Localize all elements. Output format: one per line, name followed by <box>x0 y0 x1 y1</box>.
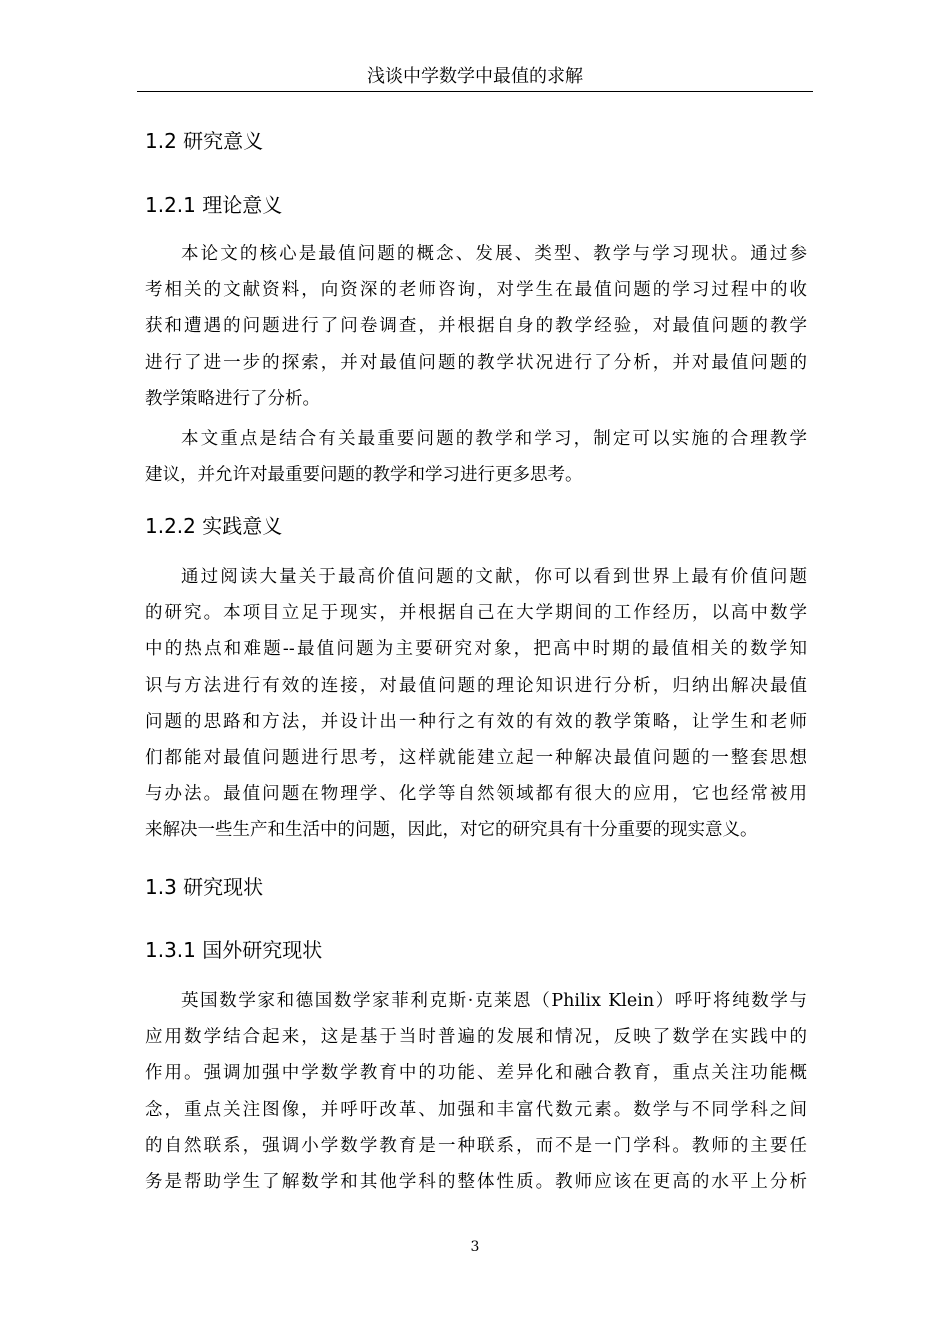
section-heading-1-3: 1.3 研究现状 <box>145 875 264 899</box>
paragraph-theory-1 <box>145 236 807 417</box>
paragraph-line: 作用。强调加强中学数学教育中的功能、差异化和融合教育，重点关注功能概 <box>145 1063 807 1084</box>
paragraph-line: 通过阅读大量关于最高价值问题的文献，你可以看到世界上最有价值问题 <box>181 567 807 587</box>
paragraph-line: 英国数学家和德国数学家菲利克斯·克莱恩（Philix Klein）呼吁将纯数学与 <box>181 991 807 1011</box>
header-title: 浅谈中学数学中最值的求解 <box>367 66 583 87</box>
paragraph-line: 来解决一些生产和生活中的问题，因此，对它的研究具有十分重要的现实意义。 <box>145 820 758 841</box>
paragraph-line: 识与方法进行有效的连接，对最值问题的理论知识进行分析，归纳出解决最值 <box>145 675 807 696</box>
paragraph-line: 考相关的文献资料，向资深的老师咨询，对学生在最值问题的学习过程中的收 <box>145 280 807 301</box>
paragraph-line: 建议，并允许对最重要问题的教学和学习进行更多思考。 <box>145 465 583 486</box>
paragraph-line: 获和遭遇的问题进行了问卷调查，并根据自身的教学经验，对最值问题的教学 <box>145 316 807 337</box>
paragraph-line: 念，重点关注图像，并呼吁改革、加强和丰富代数元素。数学与不同学科之间 <box>145 1099 807 1120</box>
section-heading-1-2-1: 1.2.1 理论意义 <box>145 193 283 217</box>
section-heading-1-2-2: 1.2.2 实践意义 <box>145 514 283 538</box>
paragraph-line: 的自然联系，强调小学数学教育是一种联系，而不是一门学科。教师的主要任 <box>145 1135 807 1156</box>
paragraph-line: 的研究。本项目立足于现实，并根据自己在大学期间的工作经历，以高中数学 <box>145 603 807 624</box>
paragraph-line: 本文重点是结合有关最重要问题的教学和学习，制定可以实施的合理教学 <box>181 429 807 449</box>
page-number: 3 <box>470 1239 480 1255</box>
paragraph-line: 应用数学结合起来，这是基于当时普遍的发展和情况，反映了数学在实践中的 <box>145 1027 807 1048</box>
paragraph-line: 们都能对最值问题进行思考，这样就能建立起一种解决最值问题的一整套思想 <box>145 747 807 768</box>
paragraph-foreign-research <box>145 983 807 1200</box>
paragraph-line: 中的热点和难题--最值问题为主要研究对象，把高中时期的最值相关的数学知 <box>145 639 807 660</box>
section-heading-1-3-1: 1.3.1 国外研究现状 <box>145 938 323 962</box>
paragraph-line: 问题的思路和方法，并设计出一种行之有效的有效的教学策略，让学生和老师 <box>145 711 807 732</box>
paragraph-line: 本论文的核心是最值问题的概念、发展、类型、教学与学习现状。通过参 <box>181 244 807 264</box>
paragraph-line: 与办法。最值问题在物理学、化学等自然领域都有很大的应用，它也经常被用 <box>145 784 807 805</box>
paragraph-line: 教学策略进行了分析。 <box>145 388 320 409</box>
paragraph-theory-2 <box>145 421 807 493</box>
paragraph-practice <box>145 559 807 849</box>
paragraph-line: 进行了进一步的探索，并对最值问题的教学状况进行了分析，并对最值问题的 <box>145 352 807 373</box>
page-header <box>137 66 813 92</box>
section-heading-1-2: 1.2 研究意义 <box>145 129 264 153</box>
paragraph-line: 务是帮助学生了解数学和其他学科的整体性质。教师应该在更高的水平上分析 <box>145 1171 807 1192</box>
